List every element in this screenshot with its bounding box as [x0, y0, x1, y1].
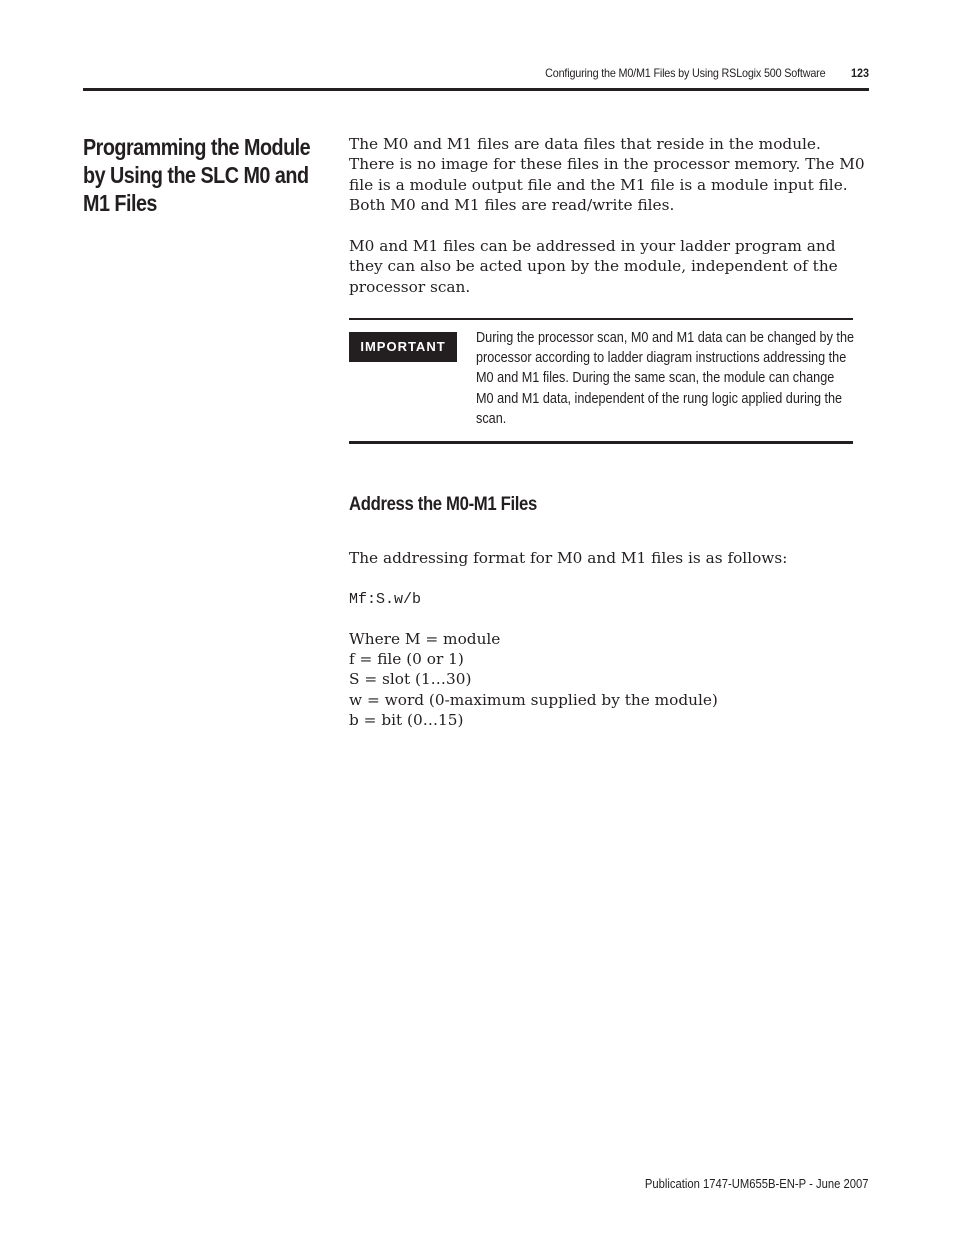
note-bottom-rule	[349, 441, 853, 444]
definition-line: Where M = module	[349, 630, 501, 648]
definition-line: b = bit (0…15)	[349, 710, 464, 729]
address-definitions	[349, 629, 718, 730]
header-divider	[83, 88, 869, 91]
definition-line: f = file (0 or 1)	[349, 650, 464, 669]
important-text: During the processor scan, M0 and M1 data can be changed by the processor according to ladder diagram instructions addressing the M0 and M1 files. During the same scan, the module can change M0 and M1 data, independent of the rung logic applied during the scan.	[476, 330, 855, 427]
section-title: Programming the Module by Using the SLC M0 and M1 Files	[83, 134, 311, 216]
addressing-intro: The addressing format for M0 and M1 files is as follows:	[349, 549, 788, 567]
address-format-code: Mf:S.w/b	[349, 591, 422, 608]
body-paragraph: M0 and M1 files can be addressed in your ladder program and they can also be acted upon by the module, independent of the processor scan.	[349, 237, 838, 296]
important-label: IMPORTANT	[349, 332, 457, 362]
running-header-title: Configuring the M0/M1 Files by Using RSLogix 500 Software	[544, 66, 825, 80]
page-number: 123	[850, 66, 869, 80]
body-paragraph: The M0 and M1 files are data files that reside in the module. There is no image for these files in the processor memory. The M0 file is a module output file and the M1 file is a module input file. Both M0 and M1 files are read/write files.	[349, 135, 865, 215]
note-top-rule	[349, 318, 853, 320]
definition-line: S = slot (1…30)	[349, 670, 472, 689]
subsection-title: Address the M0-M1 Files	[349, 494, 537, 515]
important-note	[349, 318, 853, 445]
definition-line: w = word (0-maximum supplied by the module)	[349, 690, 718, 709]
publication-footer: Publication 1747-UM655B-EN-P - June 2007	[645, 1177, 869, 1191]
running-header	[83, 66, 869, 82]
